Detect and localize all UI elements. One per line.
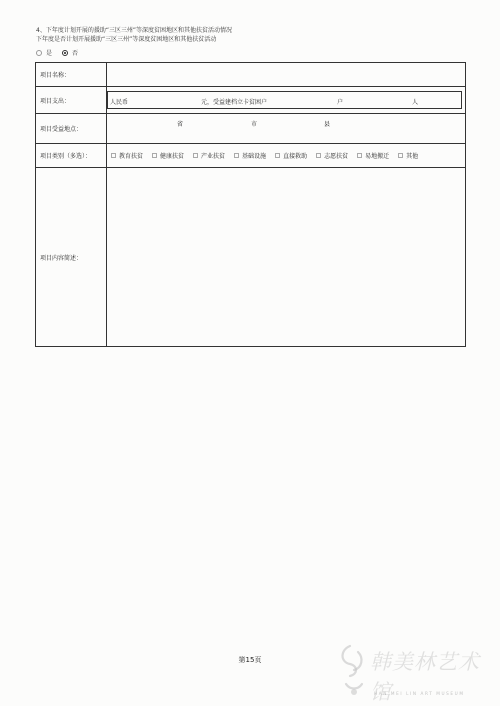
category-option-direct-aid[interactable]	[275, 151, 307, 160]
category-label: 项目类别（多选）：	[36, 144, 107, 168]
category-label-text: 健康扶贫	[160, 153, 185, 160]
radio-yes[interactable]	[36, 50, 42, 56]
category-label-text: 基础设施	[242, 153, 267, 160]
place-label: 项目受益地点：	[36, 114, 107, 144]
checkbox-icon	[357, 153, 362, 158]
category-options	[107, 144, 466, 168]
project-place-row	[36, 114, 466, 144]
project-category-row	[36, 144, 466, 168]
category-label-text: 其他	[406, 153, 419, 160]
checkbox-icon	[234, 153, 239, 158]
museum-name-cn: 韩美林艺术馆	[370, 650, 480, 704]
radio-no-label: 否	[72, 50, 79, 57]
province-unit: 省	[177, 121, 184, 128]
museum-logo-icon	[336, 640, 372, 698]
category-option-relocation[interactable]	[357, 151, 389, 160]
museum-name-en: HAN MEI LIN ART MUSEUM	[374, 691, 465, 696]
category-option-infrastructure[interactable]	[234, 151, 266, 160]
project-name-label: 项目名称：	[36, 63, 107, 87]
checkbox-icon	[398, 153, 403, 158]
category-option-volunteer[interactable]	[316, 151, 348, 160]
checkbox-icon	[193, 153, 198, 158]
checkbox-icon	[275, 153, 280, 158]
category-option-health[interactable]	[152, 151, 184, 160]
checkbox-icon	[111, 153, 116, 158]
question-subtitle: 下年度是否计划开展援助“三区三州”等深度贫困地区和其他扶贫活动	[36, 36, 217, 43]
project-expense-label: 项目支出：	[36, 87, 107, 114]
category-label-text: 产业扶贫	[201, 153, 226, 160]
project-expense-cell	[107, 87, 466, 114]
category-label-text: 易地搬迁	[365, 153, 390, 160]
category-label-text: 志愿扶贫	[324, 153, 349, 160]
yuan-beneficiary-text: 元，受益建档立卡贫困户	[201, 99, 268, 106]
checkbox-icon	[316, 153, 321, 158]
project-name-field[interactable]	[107, 63, 466, 87]
page-number: 第15页	[238, 656, 262, 664]
category-option-other[interactable]	[398, 151, 418, 160]
description-label: 项目内容简述：	[36, 168, 107, 347]
question-title: 4、下年度计划开展的援助“三区三州”等深度贫困地区和其他扶贫活动情况	[36, 27, 233, 34]
project-expense-row	[36, 87, 466, 114]
project-name-row	[36, 63, 466, 87]
place-field[interactable]	[107, 114, 466, 144]
household-unit: 户	[337, 99, 344, 106]
category-label-text: 教育扶贫	[119, 153, 144, 160]
county-unit: 县	[324, 121, 331, 128]
category-label-text: 直接救助	[283, 153, 308, 160]
project-description-row	[36, 168, 466, 347]
radio-yes-label: 是	[46, 50, 53, 57]
description-field[interactable]	[107, 168, 466, 347]
checkbox-icon	[152, 153, 157, 158]
person-unit: 人	[412, 99, 419, 106]
category-option-industry[interactable]	[193, 151, 225, 160]
city-unit: 市	[251, 121, 258, 128]
museum-watermark	[336, 640, 486, 706]
project-form-table	[35, 62, 466, 347]
plan-radio-group	[36, 48, 84, 57]
radio-no[interactable]	[62, 50, 68, 56]
category-option-education[interactable]	[111, 151, 143, 160]
project-expense-field[interactable]	[107, 91, 462, 109]
currency-text: 人民币	[110, 99, 129, 106]
